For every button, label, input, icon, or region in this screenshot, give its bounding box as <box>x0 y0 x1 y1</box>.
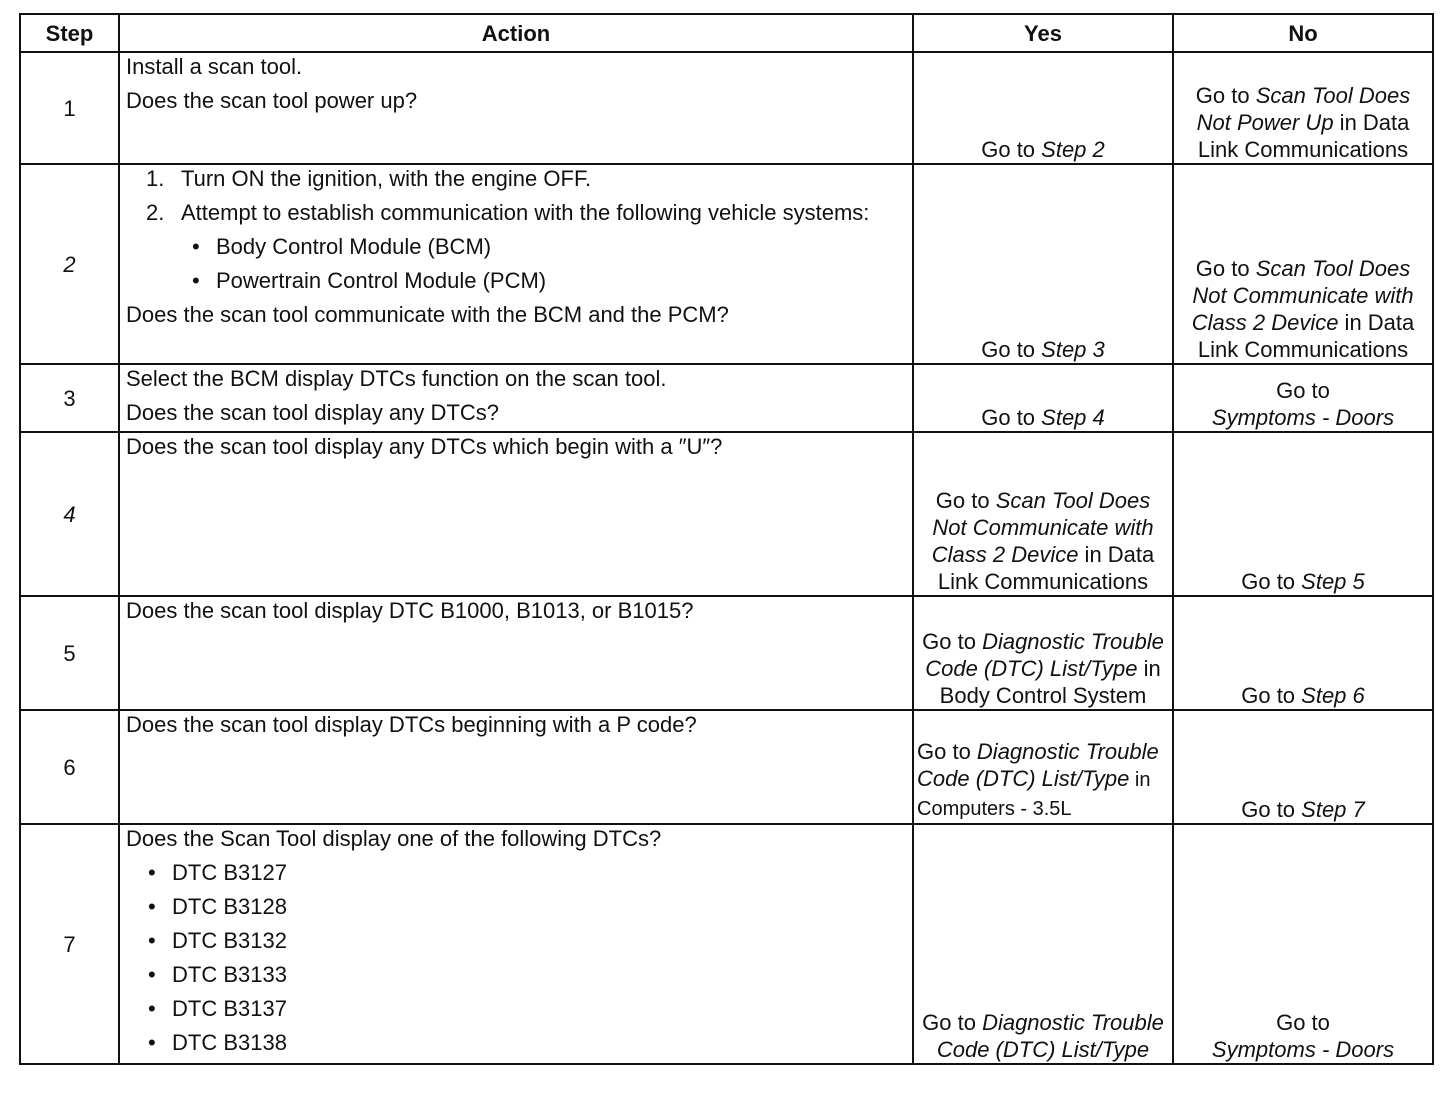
header-step: Step <box>20 14 119 52</box>
bullet-item <box>148 1029 906 1056</box>
bullet-icon: • <box>148 860 156 885</box>
no-suffix: in Data Link Communications <box>1197 110 1410 162</box>
bullet-text: DTC B3132 <box>172 928 287 953</box>
bullet-icon: • <box>148 962 156 987</box>
no-cell <box>1173 164 1433 364</box>
yes-link[interactable]: Scan Tool Does Not Communicate with Class 2 Device <box>931 488 1154 567</box>
action-cell <box>119 596 913 710</box>
bullet-text: Body Control Module (BCM) <box>216 234 492 259</box>
step-number: 1 <box>20 52 119 164</box>
item-text: Turn ON the ignition, with the engine OFF. <box>181 166 592 191</box>
yes-prefix: Go to <box>981 337 1042 362</box>
action-cell <box>119 164 913 364</box>
yes-suffix: in Body Control System <box>939 656 1161 708</box>
no-cell <box>1173 52 1433 164</box>
action-question: Does the scan tool display DTC B1000, B1013, or B1015? <box>126 598 694 623</box>
yes-link[interactable]: Step 2 <box>1041 137 1105 162</box>
no-link[interactable]: Step 5 <box>1301 569 1365 594</box>
yes-prefix: Go to <box>981 405 1042 430</box>
item-number: 1. <box>146 166 165 191</box>
yes-cell <box>913 432 1173 596</box>
table-row <box>20 432 1433 596</box>
table-row <box>20 52 1433 164</box>
step-number: 6 <box>20 710 119 824</box>
yes-cell <box>913 824 1173 1064</box>
bullet-icon: • <box>148 996 156 1021</box>
no-link[interactable]: Scan Tool Does Not Communicate with Class 2 Device <box>1191 256 1414 335</box>
yes-link[interactable]: Step 3 <box>1041 337 1105 362</box>
bullet-item <box>148 859 906 886</box>
action-cell <box>119 824 913 1064</box>
yes-prefix: Go to <box>917 739 977 764</box>
no-link[interactable]: Scan Tool Does Not Power Up <box>1196 83 1411 135</box>
action-question: Does the scan tool display DTCs beginning with a P code? <box>126 712 697 737</box>
no-cell <box>1173 364 1433 432</box>
no-prefix: Go to <box>1241 683 1302 708</box>
action-question: Does the Scan Tool display one of the following DTCs? <box>126 826 662 851</box>
bullet-item <box>192 233 906 260</box>
bullet-icon: • <box>148 928 156 953</box>
table-row <box>20 710 1433 824</box>
yes-cell <box>913 52 1173 164</box>
bullet-text: DTC B3137 <box>172 996 287 1021</box>
table-row <box>20 824 1433 1064</box>
bullet-item <box>148 927 906 954</box>
step-number: 2 <box>20 164 119 364</box>
no-prefix: Go to <box>1276 1010 1330 1035</box>
numbered-item <box>146 165 906 192</box>
bullet-text: DTC B3127 <box>172 860 287 885</box>
bullet-item <box>148 961 906 988</box>
bullet-text: DTC B3133 <box>172 962 287 987</box>
action-cell <box>119 364 913 432</box>
bullet-text: Powertrain Control Module (PCM) <box>216 268 547 293</box>
no-prefix: Go to <box>1276 378 1330 403</box>
table-row <box>20 164 1433 364</box>
action-text: Install a scan tool. <box>126 54 303 79</box>
no-suffix: in Data Link Communications <box>1197 310 1415 362</box>
step-number: 7 <box>20 824 119 1064</box>
header-no: No <box>1173 14 1433 52</box>
no-prefix: Go to <box>1195 83 1256 108</box>
header-row <box>20 14 1433 52</box>
yes-suffix: in Computers - 3.5L <box>917 769 1151 820</box>
no-prefix: Go to <box>1195 256 1256 281</box>
header-action: Action <box>119 14 913 52</box>
header-yes: Yes <box>913 14 1173 52</box>
item-text: Attempt to establish communication with the following vehicle systems: <box>181 200 870 225</box>
action-question: Does the scan tool communicate with the BCM and the PCM? <box>126 302 729 327</box>
yes-prefix: Go to <box>922 1010 983 1035</box>
bullet-text: DTC B3138 <box>172 1030 287 1055</box>
step-number: 5 <box>20 596 119 710</box>
no-cell <box>1173 710 1433 824</box>
no-link[interactable]: Step 7 <box>1301 797 1365 822</box>
no-cell <box>1173 824 1433 1064</box>
yes-link[interactable]: Diagnostic Trouble Code (DTC) List/Type <box>917 739 1159 791</box>
yes-cell <box>913 596 1173 710</box>
yes-link[interactable]: Step 4 <box>1041 405 1105 430</box>
bullet-icon: • <box>192 234 200 259</box>
bullet-icon: • <box>148 1030 156 1055</box>
bullet-item <box>148 893 906 920</box>
action-question: Does the scan tool display any DTCs? <box>126 400 499 425</box>
diagnostic-table <box>19 13 1434 1065</box>
yes-link[interactable]: Diagnostic Trouble Code (DTC) List/Type <box>925 629 1164 681</box>
yes-cell <box>913 164 1173 364</box>
table-row <box>20 364 1433 432</box>
no-link[interactable]: Symptoms - Doors <box>1211 1037 1395 1062</box>
yes-suffix: in Data Link Communications <box>937 542 1155 594</box>
bullet-icon: • <box>192 268 200 293</box>
bullet-item <box>192 267 906 294</box>
action-text: Select the BCM display DTCs function on the scan tool. <box>126 366 667 391</box>
yes-prefix: Go to <box>922 629 983 654</box>
no-prefix: Go to <box>1241 569 1302 594</box>
yes-prefix: Go to <box>935 488 996 513</box>
bullet-item <box>148 995 906 1022</box>
no-cell <box>1173 432 1433 596</box>
yes-link[interactable]: Diagnostic Trouble Code (DTC) List/Type <box>936 1010 1164 1062</box>
numbered-item <box>146 199 906 226</box>
bullet-text: DTC B3128 <box>172 894 287 919</box>
bullet-icon: • <box>148 894 156 919</box>
step-number: 4 <box>20 432 119 596</box>
yes-prefix: Go to <box>981 137 1042 162</box>
no-cell <box>1173 596 1433 710</box>
action-cell <box>119 710 913 824</box>
yes-cell <box>913 710 1173 824</box>
step-number: 3 <box>20 364 119 432</box>
no-prefix: Go to <box>1241 797 1302 822</box>
action-question: Does the scan tool display any DTCs which begin with a ″U″? <box>126 434 723 459</box>
yes-cell <box>913 364 1173 432</box>
table-row <box>20 596 1433 710</box>
no-link[interactable]: Symptoms - Doors <box>1211 405 1395 430</box>
no-link[interactable]: Step 6 <box>1301 683 1365 708</box>
action-cell <box>119 432 913 596</box>
item-number: 2. <box>146 200 165 225</box>
action-question: Does the scan tool power up? <box>126 88 418 113</box>
action-cell <box>119 52 913 164</box>
